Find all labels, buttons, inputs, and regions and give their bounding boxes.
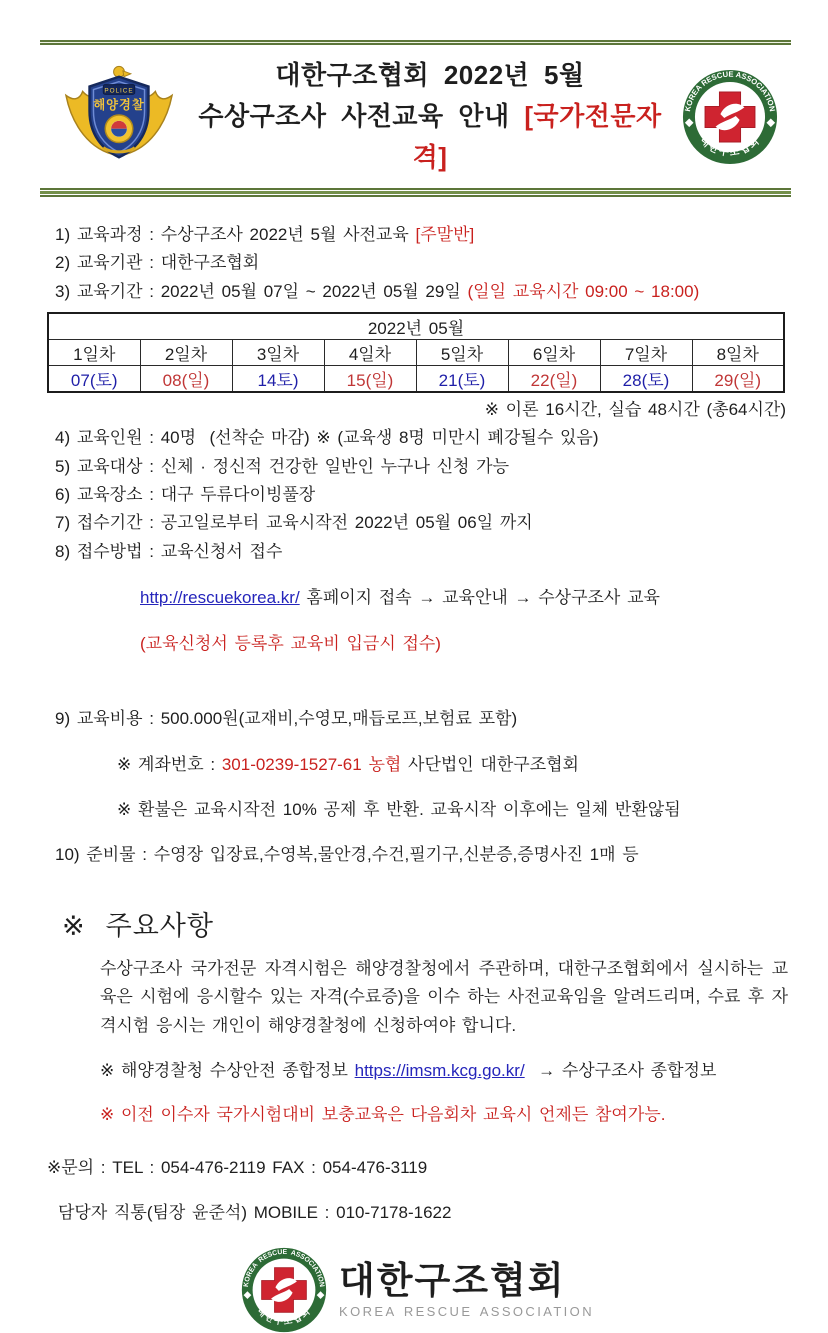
- coast-guard-label-text: 해양경찰: [93, 97, 145, 112]
- kcg-info-post: → 수상구조사 종합정보: [524, 1061, 717, 1081]
- header: [60, 55, 778, 178]
- doc-title-line2: [184, 96, 676, 178]
- item-period: [55, 278, 788, 306]
- day-header-6: 6일차: [508, 340, 600, 366]
- account-number: 301-0239-1527-61 농협: [221, 754, 402, 774]
- footer-logo-block: [47, 1247, 788, 1333]
- account-holder: 사단법인 대한구조협회: [401, 754, 579, 774]
- footer-name-korean: 대한구조협회: [339, 1260, 566, 1302]
- doc-title-qualification-tag: [국가전문자격]: [412, 101, 662, 172]
- date-cell-3: 14토): [232, 366, 324, 393]
- schedule-month-title: 2022년 05월: [48, 313, 784, 340]
- document-title-block: [178, 55, 682, 178]
- item-course: [55, 221, 788, 249]
- schedule-table: [47, 312, 785, 393]
- kcg-info-pre: ※ 해양경찰청 수상안전 종합정보: [100, 1061, 355, 1081]
- coast-guard-emblem-icon: [60, 62, 178, 172]
- header-divider: [40, 188, 791, 197]
- date-cell-7: 28(토): [600, 366, 692, 393]
- doc-title-line1: 대한구조협회 2022년 5월: [275, 60, 585, 90]
- spacer: [47, 675, 788, 705]
- document-page: [0, 40, 828, 1320]
- item-registration-method: 8) 접수방법 : 교육신청서 접수: [55, 541, 283, 561]
- supplementary-training-note: ※ 이전 이수자 국가시험대비 보충교육은 다음회차 교육시 언제든 참여가능.: [100, 1105, 666, 1125]
- schedule-date-row: [48, 366, 784, 393]
- kcg-link[interactable]: https://imsm.kcg.go.kr/: [354, 1061, 525, 1081]
- day-header-4: 4일차: [324, 340, 416, 366]
- date-cell-2: 08(일): [140, 366, 232, 393]
- footer-names: [339, 1261, 594, 1319]
- contact-mobile: 담당자 직통(팀장 윤준석) MOBILE : 010-7178-1622: [58, 1203, 452, 1223]
- rescue-association-footer-logo-icon: [241, 1247, 327, 1333]
- date-cell-6: 22(일): [508, 366, 600, 393]
- kcg-info-line: [100, 1057, 788, 1084]
- account-label: ※ 계좌번호 :: [117, 754, 222, 774]
- item-supplies: 10) 준비물 : 수영장 입장료,수영복,물안경,수건,필기구,신분증,증명사진 1매 등: [55, 845, 639, 865]
- doc-title-line2-text: 수상구조사 사전교육 안내: [198, 101, 525, 131]
- item-course-text: 1) 교육과정 : 수상구조사 2022년 5월 사전교육: [55, 225, 416, 244]
- document-body: [0, 197, 828, 1333]
- account-number-note: [117, 751, 788, 779]
- schedule-title-row: [48, 313, 784, 340]
- item-institution: 2) 교육기관 : 대한구조협회: [55, 253, 260, 273]
- contact-tel-fax: ※문의 : TEL : 054-476-2119 FAX : 054-476-3119: [47, 1158, 428, 1178]
- footer-name-english: KOREA RESCUE ASSOCIATION: [339, 1304, 594, 1320]
- item-location: 6) 교육장소 : 대구 두류다이빙풀장: [55, 485, 316, 505]
- important-heading-text: 주요사항: [105, 910, 214, 941]
- important-heading: [62, 904, 788, 943]
- schedule-hours-note: ※ 이론 16시간, 실습 48시간 (총64시간): [484, 400, 786, 420]
- important-paragraph: 수상구조사 국가전문 자격시험은 해양경찰청에서 주관하며, 대한구조협회에서 실시하는 교육은 시험에 응시할수 있는 자격(수료증)을 이수 하는 사전교육임을 알려드리며, 수료 후 자격시험 응시는 개인이 해양경찰청에 신청하여야 합니다.: [100, 958, 788, 1035]
- application-red-note: (교육신청서 등록후 교육비 입금시 접수): [140, 634, 441, 654]
- date-cell-4: 15(일): [324, 366, 416, 393]
- item-period-hours: (일일 교육시간 09:00 ~ 18:00): [467, 281, 700, 301]
- item-period-text: 3) 교육기간 : 2022년 05월 07일 ~ 2022년 05월 29일: [55, 281, 468, 301]
- schedule-day-header-row: [48, 340, 784, 366]
- item-capacity: 4) 교육인원 : 40명 (선착순 마감) ※ (교육생 8명 미만시 폐강될수 있음): [55, 428, 599, 448]
- application-steps-text: 홈페이지 접속 → 교육안내 → 수상구조사 교육: [299, 588, 660, 608]
- refund-policy-note: ※ 환불은 교육시작전 10% 공제 후 반환. 교육시작 이후에는 일체 반환않됨: [117, 800, 681, 820]
- item-fee: 9) 교육비용 : 500.000원(교재비,수영모,매듭로프,보험료 포함): [55, 709, 518, 729]
- application-block: [140, 583, 788, 658]
- item-registration-period: 7) 접수기간 : 공고일로부터 교육시작전 2022년 05월 06일 까지: [55, 513, 533, 533]
- rescue-association-emblem-icon: [682, 69, 778, 165]
- day-header-2: 2일차: [140, 340, 232, 366]
- day-header-8: 8일차: [692, 340, 784, 366]
- top-divider: [40, 40, 791, 45]
- day-header-3: 3일차: [232, 340, 324, 366]
- day-header-5: 5일차: [416, 340, 508, 366]
- date-cell-8: 29(일): [692, 366, 784, 393]
- application-steps-line: [140, 583, 788, 612]
- coast-guard-police-text: POLICE: [104, 86, 134, 94]
- date-cell-1: 07(토): [48, 366, 140, 393]
- important-heading-marker: ※: [62, 910, 86, 941]
- date-cell-5: 21(토): [416, 366, 508, 393]
- rescuekorea-link[interactable]: http://rescuekorea.kr/: [140, 588, 300, 608]
- item-course-weekend-tag: [주말반]: [415, 225, 475, 244]
- day-header-1: 1일차: [48, 340, 140, 366]
- day-header-7: 7일차: [600, 340, 692, 366]
- item-eligibility: 5) 교육대상 : 신체 · 정신적 건강한 일반인 누구나 신청 가능: [55, 456, 510, 476]
